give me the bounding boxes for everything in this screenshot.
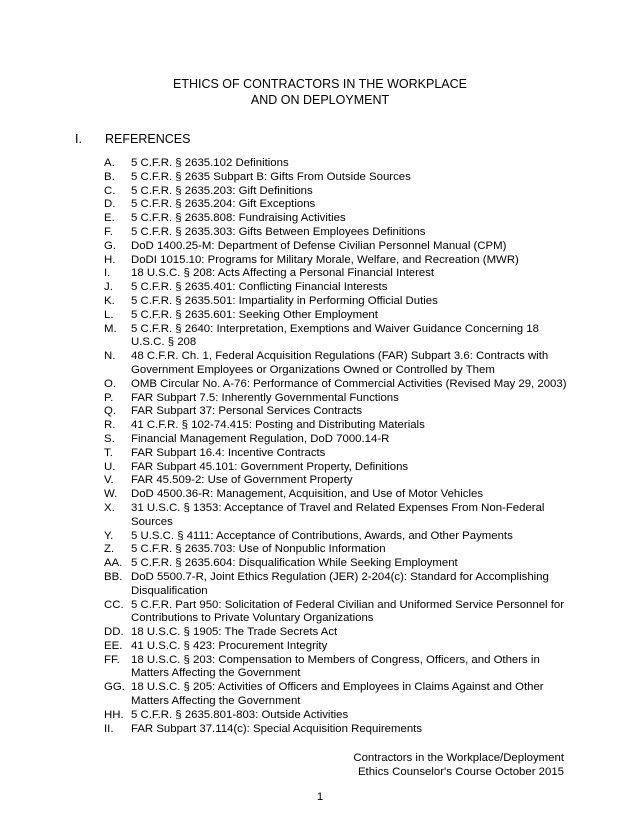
reference-text: FAR 45.509-2: Use of Government Property xyxy=(131,474,353,487)
page-number: 1 xyxy=(316,791,324,803)
reference-text: 5 C.F.R. § 2635.801-803: Outside Activities xyxy=(131,708,349,721)
reference-item xyxy=(104,185,574,199)
reference-letter: P. xyxy=(104,391,114,404)
reference-item xyxy=(104,681,574,709)
reference-letter: BB. xyxy=(104,570,123,583)
reference-item xyxy=(104,267,574,281)
reference-text: 31 U.S.C. § 1353: Acceptance of Travel and Related Expenses From Non-Federal Sources xyxy=(131,501,545,528)
reference-item xyxy=(104,557,574,571)
reference-text: 5 C.F.R. § 2635.601: Seeking Other Employment xyxy=(131,308,378,321)
reference-letter: Q. xyxy=(104,405,117,418)
reference-text: Financial Management Regulation, DoD 7000.14-R xyxy=(131,432,390,445)
reference-item xyxy=(104,502,574,530)
reference-text: FAR Subpart 7.5: Inherently Governmental Functions xyxy=(131,391,399,404)
reference-item xyxy=(104,281,574,295)
reference-text: 5 C.F.R. § 2635.703: Use of Nonpublic Information xyxy=(131,543,386,556)
reference-text: 18 U.S.C. § 205: Activities of Officers and Employees in Claims Against and Other Matters Affecting the Government xyxy=(131,681,544,708)
reference-item xyxy=(104,309,574,323)
reference-item xyxy=(104,640,574,654)
title-line-2: AND ON DEPLOYMENT xyxy=(250,93,390,107)
reference-item xyxy=(104,543,574,557)
reference-item xyxy=(104,171,574,185)
reference-text: 5 C.F.R. § 2640: Interpretation, Exemptions and Waiver Guidance Concerning 18 U.S.C. § 208 xyxy=(131,322,539,349)
reference-item xyxy=(104,599,574,627)
reference-letter: G. xyxy=(104,239,117,252)
reference-item xyxy=(104,461,574,475)
reference-text: DoDI 1015.10: Programs for Military Morale, Welfare, and Recreation (MWR) xyxy=(131,253,519,266)
reference-letter: K. xyxy=(104,294,115,307)
reference-text: OMB Circular No. A-76: Performance of Commercial Activities (Revised May 29, 2003) xyxy=(131,377,567,390)
reference-item xyxy=(104,392,574,406)
reference-letter: A. xyxy=(104,157,115,169)
footer-course-line: Contractors in the Workplace/Deployment xyxy=(353,752,564,764)
section-heading xyxy=(75,131,190,147)
document-title xyxy=(0,76,640,108)
reference-letter: T. xyxy=(104,446,113,459)
reference-letter: Y. xyxy=(104,529,114,542)
reference-text: DoD 5500.7-R, Joint Ethics Regulation (JER) 2-204(c): Standard for Accomplishing Disqualification xyxy=(131,570,549,597)
reference-letter: GG. xyxy=(104,681,125,694)
reference-letter: V. xyxy=(104,474,114,487)
reference-letter: AA. xyxy=(104,557,123,570)
reference-letter: H. xyxy=(104,253,116,266)
reference-text: 41 U.S.C. § 423: Procurement Integrity xyxy=(131,639,328,652)
reference-item xyxy=(104,447,574,461)
reference-letter: S. xyxy=(104,432,115,445)
reference-letter: C. xyxy=(104,184,116,197)
reference-letter: D. xyxy=(104,198,116,211)
reference-item xyxy=(104,350,574,378)
reference-letter: HH. xyxy=(104,708,124,721)
reference-item xyxy=(104,212,574,226)
title-line-1: ETHICS OF CONTRACTORS IN THE WORKPLACE xyxy=(172,77,467,91)
reference-letter: E. xyxy=(104,212,115,225)
reference-text: 5 C.F.R. § 2635.303: Gifts Between Employees Definitions xyxy=(131,225,426,238)
reference-item xyxy=(104,654,574,682)
reference-text: FAR Subpart 37.114(c): Special Acquisition Requirements xyxy=(131,722,423,735)
footer-date-line: Ethics Counselor's Course October 2015 xyxy=(357,766,564,778)
reference-letter: O. xyxy=(104,377,117,390)
page-footer xyxy=(353,751,564,779)
reference-letter: CC. xyxy=(104,598,124,611)
reference-text: FAR Subpart 16.4: Incentive Contracts xyxy=(131,446,326,459)
reference-item xyxy=(104,226,574,240)
reference-text: 18 U.S.C. § 208: Acts Affecting a Personal Financial Interest xyxy=(131,267,435,280)
reference-item xyxy=(104,433,574,447)
reference-item xyxy=(104,295,574,309)
reference-text: 5 C.F.R. § 2635 Subpart B: Gifts From Outside Sources xyxy=(131,170,411,183)
reference-letter: N. xyxy=(104,350,116,363)
reference-letter: F. xyxy=(104,225,113,238)
reference-letter: II. xyxy=(104,722,114,735)
reference-item xyxy=(104,474,574,488)
reference-text: 5 C.F.R. § 2635.808: Fundraising Activities xyxy=(131,212,346,225)
reference-text: 5 C.F.R. § 2635.204: Gift Exceptions xyxy=(131,198,316,211)
reference-text: 5 C.F.R. § 2635.401: Conflicting Financial Interests xyxy=(131,281,388,294)
reference-text: 5 C.F.R. Part 950: Solicitation of Federal Civilian and Uniformed Service Personnel for Contributions to Private Voluntary Organizations xyxy=(131,598,565,625)
reference-item xyxy=(104,419,574,433)
reference-text: FAR Subpart 37: Personal Services Contracts xyxy=(131,405,363,418)
reference-item xyxy=(104,323,574,351)
reference-text: DoD 4500.36-R: Management, Acquisition, and Use of Motor Vehicles xyxy=(131,488,484,501)
reference-letter: I. xyxy=(104,267,111,280)
reference-letter: FF. xyxy=(104,653,120,666)
reference-text: 5 C.F.R. § 2635.501: Impartiality in Performing Official Duties xyxy=(131,294,438,307)
reference-item xyxy=(104,254,574,268)
reference-letter: DD. xyxy=(104,626,124,639)
reference-item xyxy=(104,723,574,737)
reference-letter: J. xyxy=(104,281,113,294)
section-number: I. xyxy=(75,132,82,146)
reference-text: DoD 1400.25-M: Department of Defense Civilian Personnel Manual (CPM) xyxy=(131,239,507,252)
reference-text: 18 U.S.C. § 203: Compensation to Members of Congress, Officers, and Others in Matters Affecting the Government xyxy=(131,653,540,680)
reference-item xyxy=(104,378,574,392)
reference-text: 48 C.F.R. Ch. 1, Federal Acquisition Regulations (FAR) Subpart 3.6: Contracts with Government Employees or Organizations Owned or Controlled by Them xyxy=(131,350,549,376)
reference-item xyxy=(104,488,574,502)
reference-item xyxy=(104,157,574,171)
reference-text: 18 U.S.C. § 1905: The Trade Secrets Act xyxy=(131,626,338,639)
reference-text: 5 U.S.C. § 4111: Acceptance of Contributions, Awards, and Other Payments xyxy=(131,529,513,542)
section-title: REFERENCES xyxy=(105,132,191,146)
reference-item xyxy=(104,571,574,599)
reference-item xyxy=(104,240,574,254)
reference-letter: EE. xyxy=(104,639,123,652)
reference-item xyxy=(104,405,574,419)
reference-letter: W. xyxy=(104,488,118,501)
reference-letter: B. xyxy=(104,170,115,183)
reference-text: 5 C.F.R. § 2635.604: Disqualification While Seeking Employment xyxy=(131,557,458,570)
reference-letter: L. xyxy=(104,308,114,321)
reference-letter: M. xyxy=(104,322,117,335)
reference-text: FAR Subpart 45.101: Government Property, Definitions xyxy=(131,460,409,473)
reference-letter: Z. xyxy=(104,543,115,556)
reference-item xyxy=(104,709,574,723)
reference-item xyxy=(104,198,574,212)
reference-letter: R. xyxy=(104,419,116,432)
reference-item xyxy=(104,626,574,640)
references-list xyxy=(104,157,574,736)
reference-text: 41 C.F.R. § 102-74.415: Posting and Distributing Materials xyxy=(131,419,425,432)
reference-letter: X. xyxy=(104,501,115,514)
reference-text: 5 C.F.R. § 2635.203: Gift Definitions xyxy=(131,184,313,197)
reference-text: 5 C.F.R. § 2635.102 Definitions xyxy=(131,157,289,169)
reference-letter: U. xyxy=(104,460,116,473)
reference-item xyxy=(104,530,574,544)
